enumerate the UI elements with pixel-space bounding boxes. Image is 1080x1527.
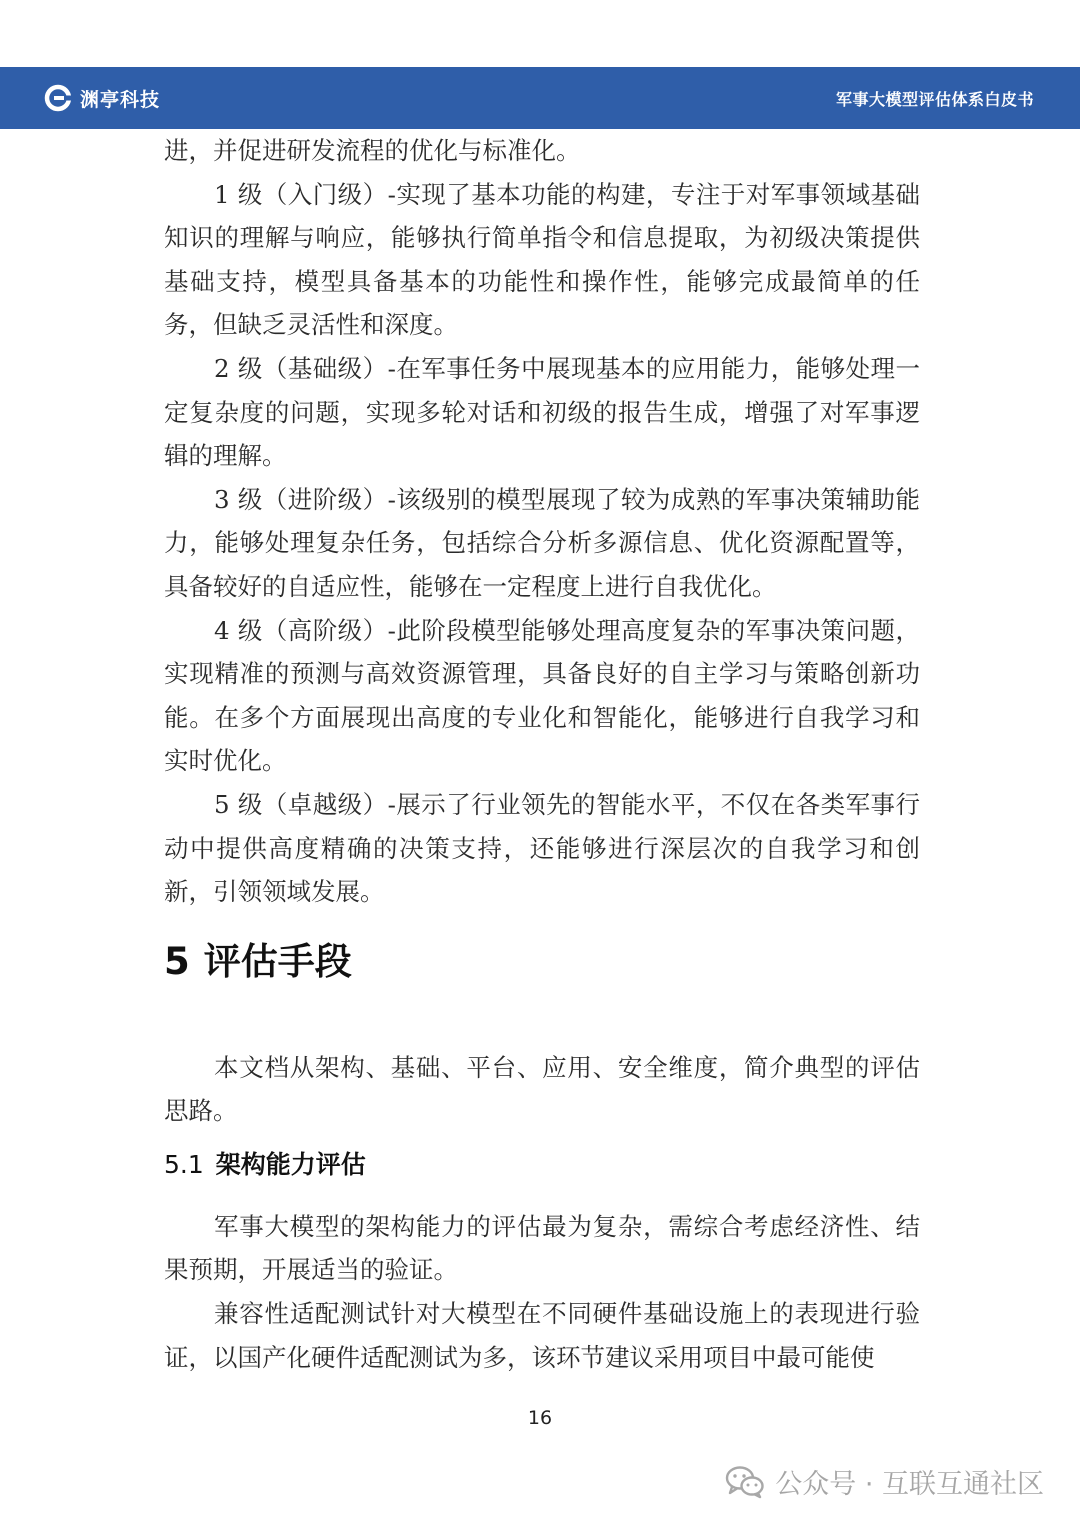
document-title: 军事大模型评估体系白皮书 xyxy=(835,90,1034,109)
paragraph: 兼容性适配测试针对大模型在不同硬件基础设施上的表现进行验证，以国产化硬件适配测试为多，该环节建议采用项目中最可能使 xyxy=(164,1299,920,1372)
paragraph: 进，并促进研发流程的优化与标准化。 xyxy=(164,136,581,165)
section-title: 评估手段 xyxy=(203,939,352,983)
paragraph-level-3: 3 级（进阶级）-该级别的模型展现了较为成熟的军事决策辅助能力，能够处理复杂任务，包括综合分析多源信息、优化资源配置等，具备较好的自适应性，能够在一定程度上进行自我优化。 xyxy=(164,484,920,601)
wechat-icon xyxy=(725,1465,765,1499)
subsection-title: 架构能力评估 xyxy=(215,1149,366,1179)
paragraph-level-5: 5 级（卓越级）-展示了行业领先的智能水平，不仅在各类军事行动中提供高度精确的决策支持，还能够进行深层次的自我学习和创新，引领领域发展。 xyxy=(164,789,920,907)
paragraph-level-1: 1 级（入门级）-实现了基本功能的构建，专注于对军事领域基础知识的理解与响应，能够执行简单指令和信息提取，为初级决策提供基础支持，模型具备基本的功能性和操作性，能够完成最简单的任务，但缺乏灵活性和深度。 xyxy=(164,179,920,340)
brand-logo-icon xyxy=(44,84,72,112)
subsection-heading xyxy=(164,1143,920,1187)
page-body xyxy=(164,129,920,1379)
page-number: 16 xyxy=(527,1407,553,1429)
section-heading xyxy=(164,932,920,992)
watermark-text: 公众号 · 互联互通社区 xyxy=(775,1469,1044,1500)
paragraph: 军事大模型的架构能力的评估最为复杂，需综合考虑经济性、结果预期，开展适当的验证。 xyxy=(164,1211,920,1285)
brand-name: 渊亭科技 xyxy=(80,88,161,111)
page-header xyxy=(0,67,1080,129)
watermark xyxy=(725,1462,1044,1501)
paragraph-level-2: 2 级（基础级）-在军事任务中展现基本的应用能力，能够处理一定复杂度的问题，实现多轮对话和初级的报告生成，增强了对军事逻辑的理解。 xyxy=(164,353,920,471)
brand-logo xyxy=(44,83,160,113)
subsection-number: 5.1 xyxy=(164,1149,204,1179)
section-number: 5 xyxy=(164,939,190,983)
paragraph-level-4: 4 级（高阶级）-此阶段模型能够处理高度复杂的军事决策问题，实现精准的预测与高效资源管理，具备良好的自主学习与策略创新功能。在多个方面展现出高度的专业化和智能化，能够进行自我学习和实时优化。 xyxy=(164,615,920,776)
section-intro: 本文档从架构、基础、平台、应用、安全维度，简介典型的评估思路。 xyxy=(164,1052,920,1126)
